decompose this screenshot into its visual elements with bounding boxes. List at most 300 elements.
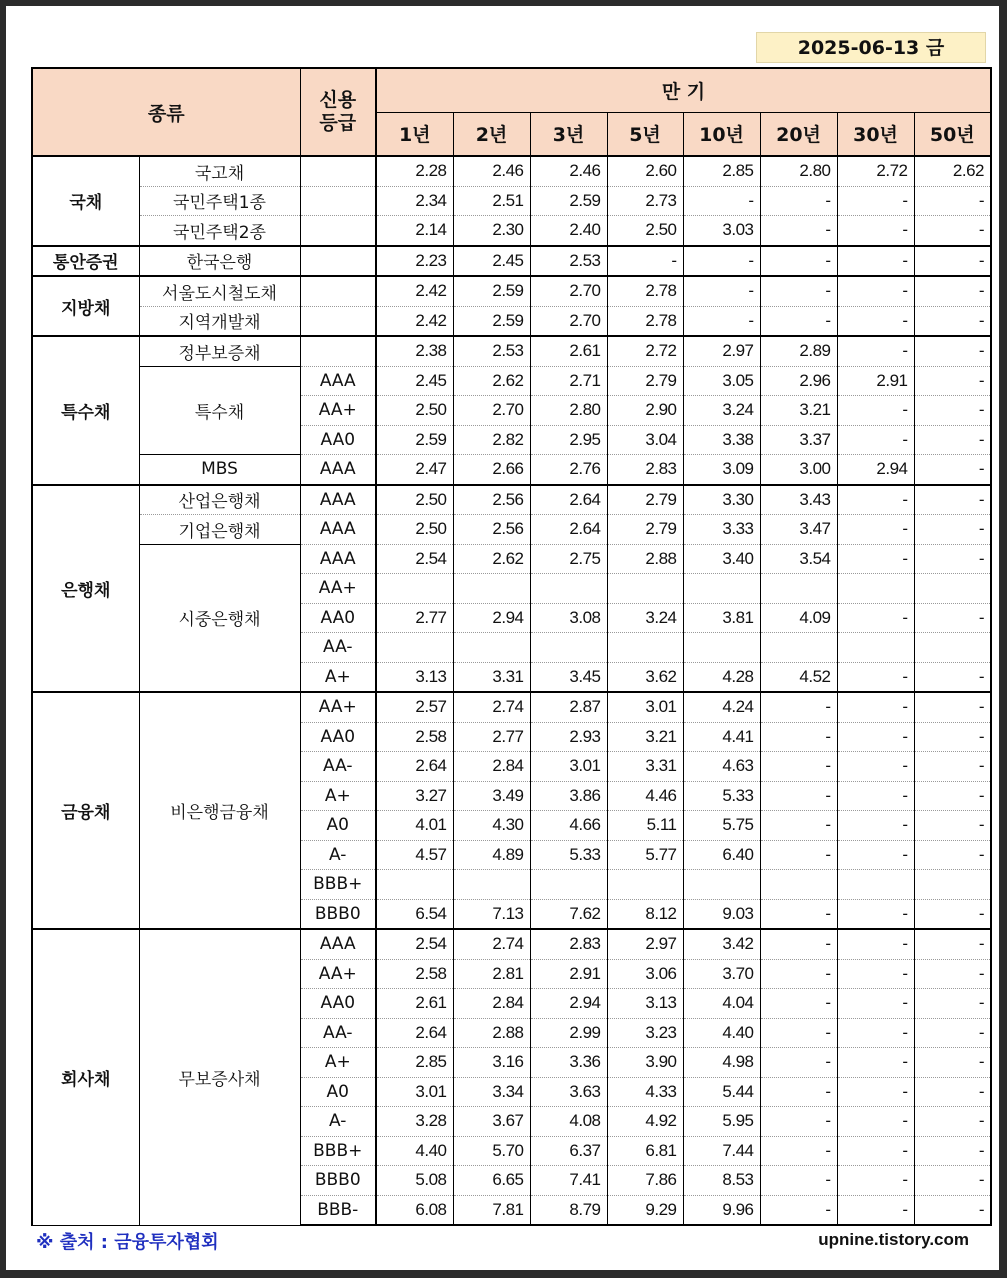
yield-cell: 2.50	[376, 396, 453, 426]
grade-cell	[300, 156, 376, 186]
grade-cell: AAA	[300, 455, 376, 485]
yield-cell: 2.64	[530, 515, 607, 545]
yield-cell: -	[837, 662, 914, 692]
yield-cell: -	[914, 216, 991, 246]
maturity-col-header: 3년	[530, 112, 607, 156]
category-cell: 은행채	[32, 485, 139, 693]
yield-cell: 4.57	[376, 840, 453, 870]
yield-cell: 2.40	[530, 216, 607, 246]
yield-cell: 3.42	[683, 929, 760, 959]
yield-cell: -	[914, 485, 991, 515]
yield-cell: 3.43	[760, 485, 837, 515]
yield-cell: -	[914, 752, 991, 782]
category-cell: 특수채	[32, 336, 139, 485]
yield-cell: -	[914, 781, 991, 811]
yield-cell: 2.83	[530, 929, 607, 959]
yield-cell: 3.40	[683, 544, 760, 574]
grade-cell: AAA	[300, 366, 376, 396]
yield-cell: 3.27	[376, 781, 453, 811]
yield-cell: 2.56	[453, 515, 530, 545]
table-row	[32, 929, 991, 959]
grade-cell: A0	[300, 811, 376, 841]
yield-cell	[607, 870, 683, 900]
yield-cell: 2.45	[376, 366, 453, 396]
yield-cell: 3.01	[530, 752, 607, 782]
yield-cell: 3.49	[453, 781, 530, 811]
yield-cell: 3.90	[607, 1048, 683, 1078]
yield-cell: -	[837, 246, 914, 277]
yield-cell: 3.30	[683, 485, 760, 515]
yield-cell: 3.23	[607, 1018, 683, 1048]
table-row	[32, 515, 991, 545]
source-note: ※ 출처 : 금융투자협회	[36, 1232, 219, 1253]
table-row	[32, 455, 991, 485]
yield-cell: 3.31	[453, 662, 530, 692]
yield-cell: 2.94	[530, 989, 607, 1019]
yield-cell: -	[760, 216, 837, 246]
grade-cell: AA-	[300, 752, 376, 782]
yield-cell	[760, 633, 837, 663]
yield-cell: 2.57	[376, 692, 453, 722]
yield-cell: -	[837, 692, 914, 722]
yield-cell: -	[837, 485, 914, 515]
yield-cell: 2.80	[530, 396, 607, 426]
yield-cell: 3.24	[607, 603, 683, 633]
yield-cell: 2.72	[837, 156, 914, 186]
yield-cell: 2.58	[376, 722, 453, 752]
type-cell: 국민주택2종	[139, 216, 300, 246]
yield-cell: 2.54	[376, 929, 453, 959]
yield-cell	[837, 870, 914, 900]
type-cell: MBS	[139, 455, 300, 485]
yield-cell: 2.88	[607, 544, 683, 574]
yield-cell: -	[914, 692, 991, 722]
yield-cell: 3.45	[530, 662, 607, 692]
yield-cell: 2.84	[453, 989, 530, 1019]
yield-cell: -	[760, 722, 837, 752]
yield-cell: 2.45	[453, 246, 530, 277]
yield-cell: 2.54	[376, 544, 453, 574]
yield-cell: 4.41	[683, 722, 760, 752]
maturity-col-header: 10년	[683, 112, 760, 156]
yield-cell: 5.33	[530, 840, 607, 870]
yield-cell	[453, 870, 530, 900]
yield-cell: -	[837, 425, 914, 455]
yield-cell: 2.53	[530, 246, 607, 277]
yield-cell: 2.62	[914, 156, 991, 186]
yield-cell: -	[914, 840, 991, 870]
yield-cell: -	[837, 1195, 914, 1225]
yield-cell	[376, 870, 453, 900]
table-header	[32, 68, 991, 156]
yield-cell	[683, 633, 760, 663]
yield-cell: 2.38	[376, 336, 453, 366]
yield-cell	[914, 870, 991, 900]
yield-cell: 4.08	[530, 1107, 607, 1137]
yield-cell: -	[837, 336, 914, 366]
grade-cell	[300, 186, 376, 216]
yield-cell: -	[837, 1107, 914, 1137]
yield-cell: 5.70	[453, 1136, 530, 1166]
yield-cell: 2.72	[607, 336, 683, 366]
yield-cell: 4.33	[607, 1077, 683, 1107]
type-cell: 국고채	[139, 156, 300, 186]
yield-cell: 5.75	[683, 811, 760, 841]
yield-cell: 6.40	[683, 840, 760, 870]
table-row	[32, 485, 991, 515]
yield-cell	[837, 574, 914, 604]
yield-cell: -	[914, 1077, 991, 1107]
table-row	[32, 692, 991, 722]
yield-cell: -	[837, 752, 914, 782]
yield-cell: 2.97	[607, 929, 683, 959]
table-row	[32, 306, 991, 336]
yield-cell: 7.81	[453, 1195, 530, 1225]
category-cell: 회사채	[32, 929, 139, 1225]
yield-cell: -	[760, 989, 837, 1019]
yield-cell: 2.70	[530, 306, 607, 336]
yield-cell: -	[760, 186, 837, 216]
yield-cell: -	[914, 603, 991, 633]
yield-cell: -	[837, 1166, 914, 1196]
table-body	[32, 156, 991, 1225]
yield-cell	[914, 574, 991, 604]
grade-cell	[300, 336, 376, 366]
yield-cell: -	[837, 1077, 914, 1107]
yield-cell: 8.53	[683, 1166, 760, 1196]
yield-cell: -	[683, 306, 760, 336]
yield-cell: 3.37	[760, 425, 837, 455]
yield-cell: -	[760, 246, 837, 277]
yield-cell: 8.12	[607, 899, 683, 929]
yield-cell: -	[760, 1136, 837, 1166]
yield-cell: 3.70	[683, 959, 760, 989]
table-row	[32, 186, 991, 216]
yield-cell	[376, 574, 453, 604]
yield-cell: 2.62	[453, 366, 530, 396]
yield-cell: -	[837, 396, 914, 426]
grade-cell	[300, 306, 376, 336]
yield-cell: -	[914, 929, 991, 959]
yield-cell: -	[837, 276, 914, 306]
yield-cell: 2.91	[530, 959, 607, 989]
yield-cell: 3.03	[683, 216, 760, 246]
yield-cell: 2.66	[453, 455, 530, 485]
yield-cell: 3.16	[453, 1048, 530, 1078]
maturity-header: 만 기	[376, 68, 991, 112]
type-cell: 무보증사채	[139, 929, 300, 1225]
yield-cell: -	[914, 959, 991, 989]
yield-cell: 5.11	[607, 811, 683, 841]
category-cell: 통안증권	[32, 246, 139, 277]
yield-cell: 2.89	[760, 336, 837, 366]
yield-cell: 2.51	[453, 186, 530, 216]
yield-cell: -	[683, 276, 760, 306]
table-row	[32, 216, 991, 246]
table-row	[32, 156, 991, 186]
yield-cell: -	[914, 662, 991, 692]
yield-cell: 2.50	[376, 515, 453, 545]
yield-cell: 3.21	[760, 396, 837, 426]
maturity-col-header: 50년	[914, 112, 991, 156]
grade-cell: BBB+	[300, 1136, 376, 1166]
yield-cell: -	[914, 1107, 991, 1137]
grade-cell: AA+	[300, 574, 376, 604]
yield-cell: 4.01	[376, 811, 453, 841]
yield-cell: -	[914, 306, 991, 336]
yield-cell: 3.67	[453, 1107, 530, 1137]
yield-cell: 2.93	[530, 722, 607, 752]
yield-cell: -	[837, 186, 914, 216]
yield-cell: 2.79	[607, 515, 683, 545]
yield-cell	[837, 633, 914, 663]
grade-cell: AA+	[300, 692, 376, 722]
yield-cell: 2.74	[453, 929, 530, 959]
yield-cell: 2.59	[453, 306, 530, 336]
yield-cell: 2.83	[607, 455, 683, 485]
yield-cell: -	[837, 929, 914, 959]
yield-cell: -	[914, 276, 991, 306]
yield-cell: 2.62	[453, 544, 530, 574]
yield-cell: 3.36	[530, 1048, 607, 1078]
grade-cell: AAA	[300, 485, 376, 515]
yield-cell: 4.66	[530, 811, 607, 841]
yield-cell: -	[607, 246, 683, 277]
yield-cell: 2.84	[453, 752, 530, 782]
yield-cell: 6.81	[607, 1136, 683, 1166]
grade-cell: A+	[300, 1048, 376, 1078]
yield-cell: 2.77	[376, 603, 453, 633]
yield-cell: 3.04	[607, 425, 683, 455]
yield-cell: 2.80	[760, 156, 837, 186]
yield-cell	[607, 633, 683, 663]
yield-cell: 2.94	[453, 603, 530, 633]
yield-cell: -	[837, 544, 914, 574]
yield-cell: -	[837, 899, 914, 929]
yield-cell: 3.38	[683, 425, 760, 455]
yield-cell: 7.44	[683, 1136, 760, 1166]
date-label: 2025-06-13 금	[756, 32, 986, 63]
yield-cell: 2.64	[530, 485, 607, 515]
yield-cell: 2.30	[453, 216, 530, 246]
grade-cell: AA0	[300, 603, 376, 633]
grade-cell: BBB+	[300, 870, 376, 900]
yield-cell: 3.47	[760, 515, 837, 545]
yield-cell: 5.08	[376, 1166, 453, 1196]
grade-cell: BBB0	[300, 1166, 376, 1196]
table-row	[32, 544, 991, 574]
yield-cell: 2.28	[376, 156, 453, 186]
yield-cell: -	[914, 1136, 991, 1166]
yield-cell	[530, 633, 607, 663]
yield-cell: 2.61	[376, 989, 453, 1019]
yield-cell: 3.63	[530, 1077, 607, 1107]
yield-cell: 4.09	[760, 603, 837, 633]
yield-cell: 6.08	[376, 1195, 453, 1225]
category-cell: 금융채	[32, 692, 139, 929]
yield-cell: -	[914, 899, 991, 929]
yield-cell: 2.56	[453, 485, 530, 515]
yield-cell: 4.28	[683, 662, 760, 692]
yield-cell: -	[760, 276, 837, 306]
yield-cell: 6.65	[453, 1166, 530, 1196]
yield-cell: 2.34	[376, 186, 453, 216]
yield-cell: 9.96	[683, 1195, 760, 1225]
grade-cell: AAA	[300, 515, 376, 545]
yield-cell: 3.06	[607, 959, 683, 989]
yield-cell: 2.61	[530, 336, 607, 366]
yield-cell: 2.79	[607, 366, 683, 396]
yield-cell: -	[760, 840, 837, 870]
yield-cell: -	[837, 722, 914, 752]
yield-cell: -	[760, 1048, 837, 1078]
yield-cell: 8.79	[530, 1195, 607, 1225]
yield-cell: -	[760, 959, 837, 989]
yield-cell: 3.00	[760, 455, 837, 485]
yield-cell: 7.86	[607, 1166, 683, 1196]
yield-cell: 7.62	[530, 899, 607, 929]
type-cell: 정부보증채	[139, 336, 300, 366]
yield-cell: -	[760, 1195, 837, 1225]
grade-cell: A+	[300, 781, 376, 811]
yield-cell: -	[837, 603, 914, 633]
grade-cell	[300, 276, 376, 306]
yield-cell: -	[837, 216, 914, 246]
category-cell: 지방채	[32, 276, 139, 336]
yield-cell: -	[760, 1077, 837, 1107]
type-cell: 시중은행채	[139, 544, 300, 692]
grade-cell: AA+	[300, 396, 376, 426]
yield-cell: 2.85	[376, 1048, 453, 1078]
yield-cell: 2.78	[607, 276, 683, 306]
yield-cell: -	[760, 811, 837, 841]
grade-cell: AA-	[300, 1018, 376, 1048]
yield-cell: 3.21	[607, 722, 683, 752]
yield-cell: 4.98	[683, 1048, 760, 1078]
yield-cell: 3.31	[607, 752, 683, 782]
yield-cell: -	[683, 246, 760, 277]
yield-cell	[607, 574, 683, 604]
type-cell: 한국은행	[139, 246, 300, 277]
yield-cell: 4.89	[453, 840, 530, 870]
yield-cell: 2.14	[376, 216, 453, 246]
yield-cell: -	[837, 989, 914, 1019]
yield-cell: -	[914, 515, 991, 545]
yield-cell	[530, 870, 607, 900]
maturity-col-header: 1년	[376, 112, 453, 156]
yield-cell: 4.46	[607, 781, 683, 811]
table-row	[32, 336, 991, 366]
yield-cell	[760, 574, 837, 604]
yield-cell: -	[760, 781, 837, 811]
yield-cell: 3.01	[607, 692, 683, 722]
yield-cell: 2.88	[453, 1018, 530, 1048]
yield-cell: 2.50	[607, 216, 683, 246]
type-cell: 국민주택1종	[139, 186, 300, 216]
yield-cell: 5.95	[683, 1107, 760, 1137]
yield-cell	[760, 870, 837, 900]
table-row	[32, 276, 991, 306]
yield-cell: 2.64	[376, 1018, 453, 1048]
yield-cell: 5.44	[683, 1077, 760, 1107]
yield-cell: 2.64	[376, 752, 453, 782]
yield-cell: 2.50	[376, 485, 453, 515]
yield-cell: 2.77	[453, 722, 530, 752]
yield-cell: 3.81	[683, 603, 760, 633]
yield-cell: -	[760, 752, 837, 782]
yield-cell: 2.76	[530, 455, 607, 485]
yield-cell: 2.46	[530, 156, 607, 186]
yield-cell: -	[760, 929, 837, 959]
yield-cell	[683, 574, 760, 604]
grade-cell: AAA	[300, 544, 376, 574]
yield-cell: -	[760, 899, 837, 929]
yield-cell: 4.30	[453, 811, 530, 841]
yield-cell: 3.01	[376, 1077, 453, 1107]
yield-cell: 2.90	[607, 396, 683, 426]
yield-cell: 2.59	[530, 186, 607, 216]
yield-cell: 7.41	[530, 1166, 607, 1196]
yield-cell: 4.24	[683, 692, 760, 722]
yield-cell: 6.37	[530, 1136, 607, 1166]
yield-cell: -	[760, 1018, 837, 1048]
grade-cell: A+	[300, 662, 376, 692]
yield-cell: -	[683, 186, 760, 216]
table-row	[32, 246, 991, 277]
yield-cell: -	[914, 1048, 991, 1078]
yield-cell: 2.42	[376, 306, 453, 336]
type-cell: 기업은행채	[139, 515, 300, 545]
yield-cell: 9.03	[683, 899, 760, 929]
yield-cell: 6.54	[376, 899, 453, 929]
grade-cell: AA+	[300, 959, 376, 989]
yield-cell: -	[914, 1018, 991, 1048]
yield-cell: -	[837, 515, 914, 545]
yield-cell	[530, 574, 607, 604]
grade-cell: BBB-	[300, 1195, 376, 1225]
site-url: upnine.tistory.com	[818, 1230, 969, 1249]
yield-cell: 3.05	[683, 366, 760, 396]
yield-cell: 3.13	[376, 662, 453, 692]
type-cell: 지역개발채	[139, 306, 300, 336]
yield-cell: 9.29	[607, 1195, 683, 1225]
yield-cell: -	[914, 811, 991, 841]
yield-cell: -	[914, 396, 991, 426]
yield-cell: 4.92	[607, 1107, 683, 1137]
yield-cell: 2.58	[376, 959, 453, 989]
yield-cell: -	[914, 989, 991, 1019]
yield-cell	[453, 633, 530, 663]
yield-cell: 2.78	[607, 306, 683, 336]
yield-cell	[376, 633, 453, 663]
yield-cell: 2.70	[453, 396, 530, 426]
yield-cell: -	[760, 692, 837, 722]
yield-cell: 4.52	[760, 662, 837, 692]
yield-cell: 3.86	[530, 781, 607, 811]
yield-cell: 2.46	[453, 156, 530, 186]
type-cell: 특수채	[139, 366, 300, 455]
yield-cell: 3.33	[683, 515, 760, 545]
yield-cell: 3.54	[760, 544, 837, 574]
yield-cell: 2.71	[530, 366, 607, 396]
category-cell: 국채	[32, 156, 139, 246]
yield-cell: 3.09	[683, 455, 760, 485]
yield-cell: -	[837, 811, 914, 841]
yield-cell: 2.47	[376, 455, 453, 485]
yield-cell: 5.77	[607, 840, 683, 870]
yield-cell: 4.04	[683, 989, 760, 1019]
yield-cell: 2.73	[607, 186, 683, 216]
